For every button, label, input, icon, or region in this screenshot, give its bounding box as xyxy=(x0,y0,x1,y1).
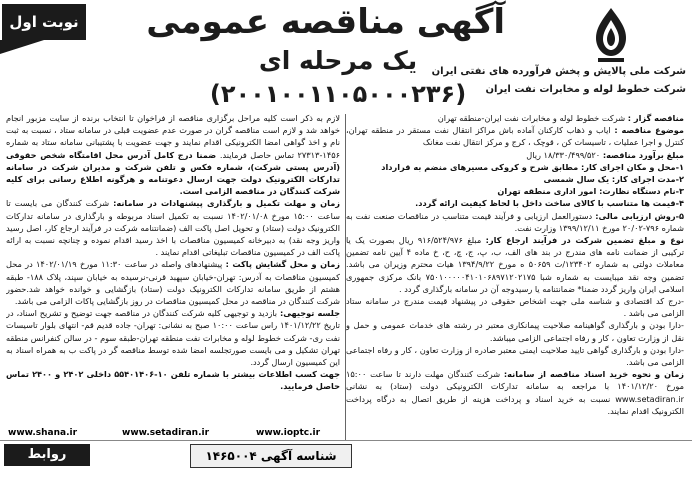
work-location: ۱-محل و مکان اجرای کار: مطابق شرح و کروکی مسیرهای منضم به قرارداد xyxy=(381,161,684,172)
oil-company-logo-icon xyxy=(588,6,634,64)
economic-code-note: -درج کد اقتصادی و شناسه ملی جهت اشخاص حقوقی در پیشنهاد قیمت مندرج در سامانه ستاد الزامی می باشد . xyxy=(346,296,684,319)
estimated-amount: مبلغ برآورد مناقصه: ۱۸/۳۳۰/۴۹۹/۵۲۰ ریال xyxy=(526,149,684,160)
work-duration: ۲-مدت اجرای کار: یک سال شمسی xyxy=(543,174,684,185)
company-name: شرکت خطوط لوله و مخابرات نفت ایران xyxy=(485,84,686,95)
safety-certificate-note: -دارا بودن و بارگذاری گواهی تایید صلاحیت ایمنی معتبر صادره از وزارت تعاون ، کار و رفاه اجتماعی الزامی می باشد. xyxy=(346,344,684,368)
public-relations-label: روابط عمومی xyxy=(4,444,90,466)
financial-evaluation: ۵-روش ارزیابی مالی: دستورالعمل ارزیابی و فرآیند قیمت متناسب در مناقصات صنعت نفت به شماره ۷۹۶-۲۰/۰۲ مورخ ۱۳۹۹/۱۲/۱۱ وزارت نفت. xyxy=(346,210,684,233)
guarantee-terms: نوع و مبلغ تضمین شرکت در فرآیند ارجاع کار: مبلغ ۹۱۶/۵۲۴/۹۷۶ ریال بصورت یک یا ترکیبی از ضمانت نامه های مندرج در بند های الف، ب، پ، ج، چ، ح، خ ماده ۴ آیین نامه تضمین معاملات دولتی به شماره ۱۲۳۴۰۲/ت ۵۰۶۵۹ ه مورخ ۱۳۹۴/۹/۲۲ هیات محترم وزیران می باشد. تضمین وجه نقد میبایست به شماره شبا ۷۵۰۱۰۰۰۰۰۴۱۰۱۰۶۸۹۷۱۲۰۲۱۷۵ بانک مرکزی جمهوری اسلامی ایران واریز گردد ضمنا* ضمانتنامه یا رسیدوجه آن در سامانه بارگذاری گردد . xyxy=(346,235,684,294)
shana-link[interactable]: www.shana.ir xyxy=(8,428,78,438)
tender-subject: موضوع مناقصه : ایاب و ذهاب کارکنان آماده باش مراکز انتقال نفت مستقر در منطقه تهران، کنترل و اجرا عملیات ، تاسیسات کن ، قوچک ، کرج و مرکز انتقال نفت مغانک xyxy=(346,125,684,148)
footer-divider xyxy=(0,440,692,441)
tender-organizer: مناقصه گزار : شرکت خطوط لوله و مخابرات نفت ایران-منطقه تهران xyxy=(437,113,684,123)
registration-note: لازم به ذکر است کلیه مراحل برگزاری مناقصه از فراخوان تا انتخاب برنده از سایت مزبور انجام خواهد شد و لازم است مناقصه گران در صورت عدم عضویت قبلی در سامانه ستاد ، نسبت به ثبت نام و اخذ گواهی امضا الکترونیکی اقدام نمایند و جهت عضویت با پشتیبانی سامانه ستاد به شماره ۱۴۵۶-۲۷۳۱۳ تماس حاصل فرمایند. ضمنا درج کامل آدرس محل اقامتگاه شخص حقوقی (آدرس پستی شرکت)، شماره فکس و تلفن شرکت و مدیران شرکت در سامانه تدارکات الکترونیک دولت جهت ارسال دعوتنامه و هرگونه اطلاع رسانی برای کلیه شرکت کنندگان در مناقصه الزامی است. xyxy=(6,113,340,197)
notice-subtitle: یک مرحله ای xyxy=(258,46,418,75)
ad-id-box: شناسه آگهی ۱۴۶۵۰۰۴ xyxy=(190,444,352,468)
tender-number: (۲۰۰۱۰۰۱۱۰۵۰۰۰۲۳۶) xyxy=(209,80,467,108)
right-column xyxy=(346,112,684,440)
first-round-badge: نوبت اول xyxy=(2,4,86,40)
contact-info: جهت کسب اطلاعات بیشتر با شماره تلفن ۱۰-۵۵۴۰۱۴۰۶ داخلی ۲۴۰۲ و ۲۴۰۰ تماس حاصل فرمایید. xyxy=(6,369,340,392)
supervisor: ۳-نام دستگاه نظارت: امور اداری منطقه تهران xyxy=(497,186,684,197)
notice-header xyxy=(0,0,692,112)
company-logo-block xyxy=(431,6,686,106)
price-note: ۴-قیمت ها متناسب با کالای ساخت داخل با لحاظ کیفیت ارائه گردد. xyxy=(415,198,684,209)
bid-submission-deadline: زمان و مهلت تکمیل و بارگذاری پیشنهادات در سامانه: شرکت کنندگان می بایست تا ساعت ۱۵:۰۰ مورخ ۱۴۰۲/۰۱/۰۸ نسبت به تکمیل اسناد مربوطه و بارگذاری در سامانه تدارکات الکترونیک دولت (ستاد) و تحویل اصل پاکت الف (ضمانتنامه شرکت در فرآیند ارجاع کار، اصل رسید واریز وجه نقد) به دبیرخانه کمیسیون مناقصات با اخذ رسید اقدام نموده و چنانچه نسبت به ارائه پاکت الف در کمیسیون مناقصات تبلیغاتی اقدام نمایند . xyxy=(6,198,340,258)
parent-company-name: شرکت ملی پالایش و پخش فرآورده های نفتی ایران xyxy=(431,66,686,77)
contractor-certificate-note: -دارا بودن و بارگذاری گواهینامه صلاحیت پیمانکاری معتبر در رشته های خدمات عمومی و حمل و نقل از وزارت تعاون ، کار و رفاه اجتماعی الزامی میباشد. xyxy=(346,320,684,343)
badge-ribbon-tail xyxy=(0,40,44,54)
left-column xyxy=(6,112,340,440)
briefing-session: جلسه توجیهی: بازدید و توجیهی کلیه شرکت کنندگان در مناقصه جهت توضیح و تشریح اسناد، در تاریخ ۱۴۰۱/۱۲/۲۲ راس ساعت ۱۰:۰۰ صبح به نشانی: تهران- جاده قدیم قم- انتهای بلوار تاسیسات نفت ری- شرکت خطوط لوله و مخابرات نفت منطقه تهران-طبقه سوم - در سالن کنفرانس منطقه تهران تشکیل و می بایست صورتجلسه امضا شده توسط مناقصه گر در پاکت ب به همراه اسناد به این کمیسیون ارسال گردد. xyxy=(6,308,340,368)
setadiran-link[interactable]: www.setadiran.ir xyxy=(122,428,210,438)
ioptc-link[interactable]: www.ioptc.ir xyxy=(256,428,321,438)
document-purchase: زمان و نحوه خرید اسناد مناقصه از سامانه: شرکت کنندگان مهلت دارند تا ساعت ۱۵:۰۰ مورخ ۱۴۰۱/۱۲/۲۰ با مراجعه به سامانه تدارکات الکترونیکی دولت (ستاد) به نشانی www.setadiran.ir نسبت به خرید اسناد و پرداخت هزینه از طریق اتصال به درگاه پرداخت الکترونیک اقدام نمایند. xyxy=(346,369,684,416)
notice-title: آگهی مناقصه عمومی xyxy=(146,2,505,42)
envelope-opening: زمان و محل گشایش پاکت : پیشنهادهای واصله در ساعت ۱۱:۳۰ مورخ ۱۴۰۲/۰۱/۱۹ در محل کمیسیون مناقصات به آدرس: تهران-خیابان سپهبد قرنی-نرسیده به خیابان سپند، پلاک ۱۸۸- طبقه هشتم از طریق سامانه تدارکات الکترونیک دولت (ستاد) بازگشایی و خوانده خواهد شد.حضور شرکت کنندگان در مناقصه در محل کمیسیون مناقصات در روز بازگشایی پاکات الزامی می باشد. xyxy=(6,259,340,307)
